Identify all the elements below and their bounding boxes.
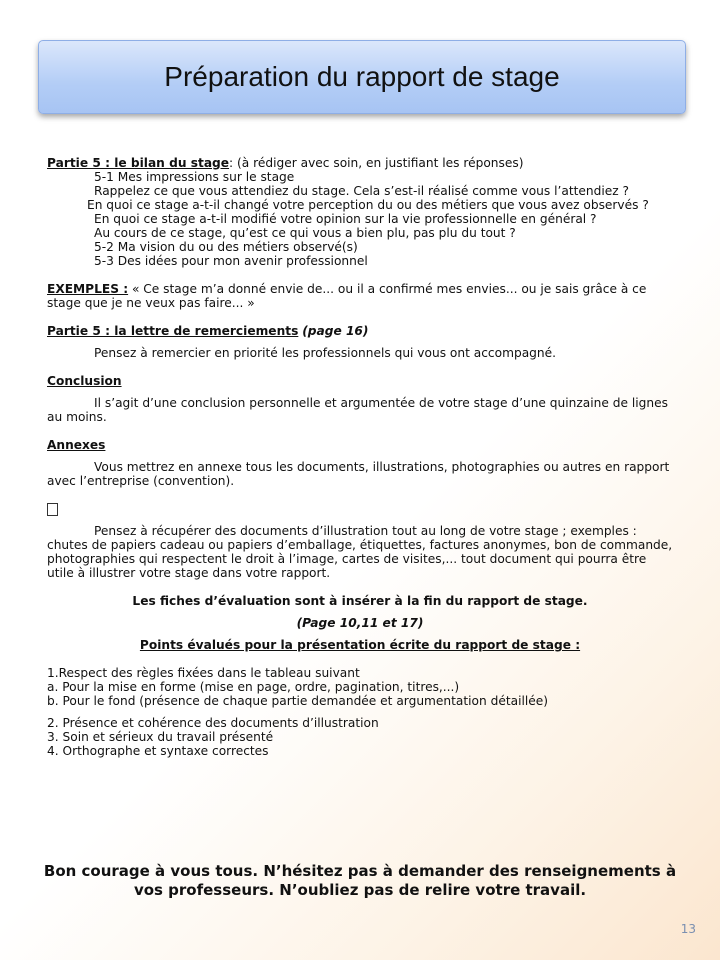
partie5-line: En quoi ce stage a-t-il changé votre perception du ou des métiers que vous avez observés ? (87, 198, 649, 212)
point-item: 4. Orthographe et syntaxe correctes (47, 744, 269, 758)
point-item: a. Pour la mise en forme (mise en page, ordre, pagination, titres,...) (47, 680, 460, 694)
annexes-tip: Pensez à récupérer des documents d’illustration tout au long de votre stage ; exemples : chutes de papiers cadeau ou papiers d’emballage, étiquettes, factures anonymes, bon de commande, photographies qui respectent le droit à l’image, cartes de visites,... tout document qui pourra être utile à illustrer votre stage dans votre rapport. (47, 524, 673, 580)
partie5-line: 5-3 Des idées pour mon avenir professionnel (94, 254, 368, 268)
point-item: 1.Respect des règles fixées dans le tableau suivant (47, 666, 360, 680)
fiches-line1: Les fiches d’évaluation sont à insérer à la fin du rapport de stage. (132, 594, 588, 608)
lettre-heading-line (47, 324, 673, 338)
partie5-heading: Partie 5 : le bilan du stage (47, 156, 230, 170)
point-item: 3. Soin et sérieux du travail présenté (47, 730, 274, 744)
page-title: Préparation du rapport de stage (164, 61, 560, 92)
exemples-label: EXEMPLES : (47, 282, 129, 296)
title-banner (38, 40, 686, 114)
page-number: 13 (680, 922, 696, 936)
conclusion-heading: Conclusion (47, 374, 122, 388)
lettre-heading: Partie 5 : la lettre de remerciements (47, 324, 299, 338)
exemples-paragraph (47, 282, 673, 310)
closing-message: Bon courage à vous tous. N’hésitez pas à demander des renseignements à vos professeurs. N’oubliez pas de relire votre travail. (43, 862, 677, 899)
conclusion-text: Il s’agit d’une conclusion personnelle et argumentée de votre stage d’une quinzaine de lignes au moins. (47, 396, 668, 424)
document-body (47, 156, 673, 758)
partie5-heading-line (47, 156, 673, 170)
partie5-line: 5-1 Mes impressions sur le stage (94, 170, 295, 184)
exemples-text: « Ce stage m’a donné envie de... ou il a confirmé mes envies... ou je sais grâce à ce stage que je ne veux pas faire... » (47, 282, 647, 310)
annexes-text: Vous mettrez en annexe tous les documents, illustrations, photographies ou autres en rapport avec l’entreprise (convention). (47, 460, 670, 488)
lettre-text: Pensez à remercier en priorité les professionnels qui vous ont accompagné. (94, 346, 556, 360)
annexes-heading: Annexes (47, 438, 106, 452)
point-item: b. Pour le fond (présence de chaque partie demandée et argumentation détaillée) (47, 694, 549, 708)
fiches-line2: (Page 10,11 et 17) (296, 616, 424, 630)
partie5-line: 5-2 Ma vision du ou des métiers observé(s) (94, 240, 358, 254)
partie5-line: Au cours de ce stage, qu’est ce qui vous a bien plu, pas plu du tout ? (94, 226, 516, 240)
partie5-heading-suffix: : (à rédiger avec soin, en justifiant les réponses) (229, 156, 524, 170)
point-item: 2. Présence et cohérence des documents d’illustration (47, 716, 379, 730)
checkbox-icon (47, 503, 58, 516)
partie5-line: Rappelez ce que vous attendiez du stage. Cela s’est-il réalisé comme vous l’attendiez ? (94, 184, 629, 198)
partie5-line: En quoi ce stage a-t-il modifié votre opinion sur la vie professionnelle en général ? (94, 212, 597, 226)
fiches-line3: Points évalués pour la présentation écrite du rapport de stage : (139, 638, 581, 652)
lettre-page: (page 16) (302, 324, 369, 338)
